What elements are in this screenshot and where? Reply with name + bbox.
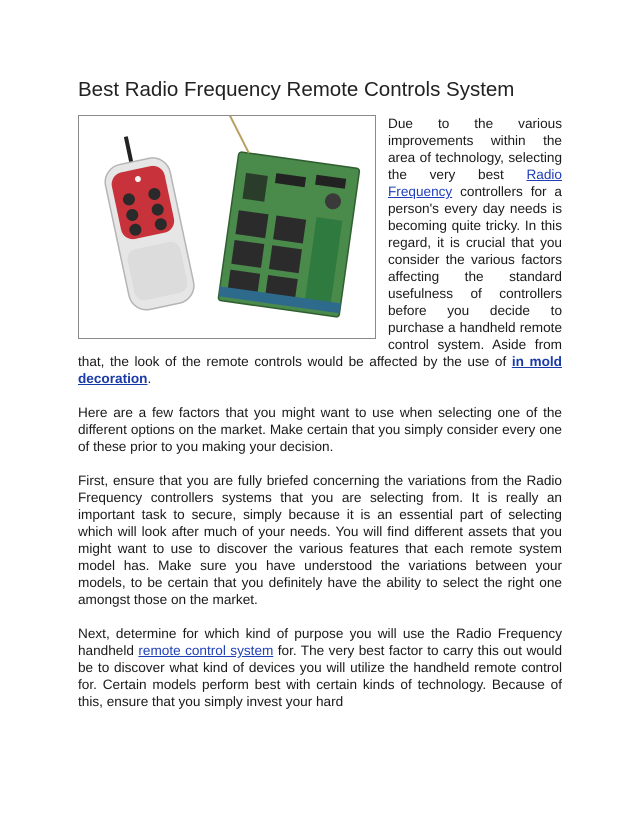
paragraph-4 <box>78 625 562 710</box>
paragraph-1 <box>78 115 562 387</box>
product-image-figure <box>78 115 376 339</box>
paragraph-4-text-a: Next, determine for which kind of purpose you will use the Radio Frequency handheld <box>78 626 562 658</box>
paragraph-3: First, ensure that you are fully briefed concerning the variations from the Radio Frequency controllers systems that you are selecting from. It is really an important task to secure, simply because it is an essential part of selecting which will look after much of your needs. You will find different assets that you might want to use to discover the various features that each remote system model has. Make sure you have understood the variations between your models, to be certain that you definitely have the ability to select the right one amongst those on the market. <box>78 473 562 607</box>
document-page <box>78 78 562 727</box>
radio-frequency-link[interactable]: Radio Frequency <box>388 167 562 199</box>
paragraph-1-text-b: controllers for a person's every day needs is becoming quite tricky. In this regard, it is crucial that you consider the various factors affecting the standard usefulness of controllers before you decide to purchase a handheld remote control system. Aside from that, the look of the remote controls would be affected by the use of <box>78 184 562 369</box>
paragraph-2: Here are a few factors that you might want to use when selecting one of the different options on the market. Make certain that you simply consider every one of these prior to you making your decision. <box>78 405 562 454</box>
remote-control-system-link[interactable]: remote control system <box>138 643 274 658</box>
rf-remote-and-relay-board-image <box>79 116 375 338</box>
paragraph-4-text-b: for. The very best factor to carry this out would be to discover what kind of devices you will utilize the handheld remote control for. Certain models perform best with certain kinds of technology. Because of this, ensure that you simply invest your hard <box>78 643 562 709</box>
page-title: Best Radio Frequency Remote Controls System <box>78 78 515 101</box>
paragraph-1-text-a: Due to the various improvements within the area of technology, selecting the very best <box>388 116 562 182</box>
article-body <box>78 115 562 710</box>
in-mold-decoration-link[interactable]: in mold decoration <box>78 354 562 386</box>
paragraph-1-text-c: . <box>147 371 152 386</box>
